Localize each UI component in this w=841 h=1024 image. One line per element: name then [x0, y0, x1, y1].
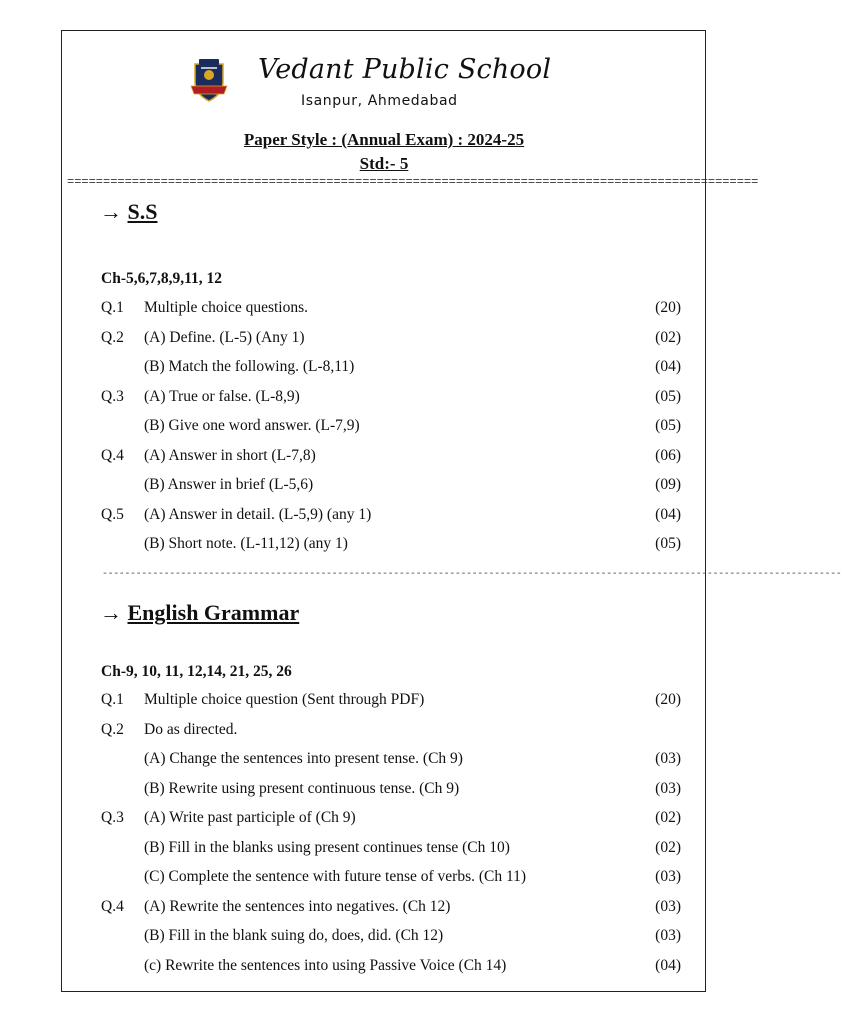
question-row — [0, 927, 768, 949]
standard-label: Std:- 5 — [359, 154, 409, 173]
arrow-icon: → — [100, 199, 122, 224]
question-text: (A) Define. (L-5) (Any 1) — [144, 328, 305, 346]
question-text: (B) Short note. (L-11,12) (any 1) — [144, 535, 348, 552]
question-marks: (02) — [655, 328, 681, 346]
question-row — [0, 506, 768, 528]
question-marks: (03) — [655, 897, 681, 915]
question-row — [0, 417, 768, 439]
question-text: (B) Rewrite using present continuous tense. (Ch 9) — [144, 779, 460, 797]
section-title-english — [100, 600, 299, 626]
question-text: (A) Rewrite the sentences into negatives. (Ch 12) — [144, 897, 451, 915]
question-row — [0, 388, 768, 410]
question-marks: (09) — [655, 476, 681, 493]
section-divider: ------------------------------------------------------------------------------------------------------------------------------------ — [102, 569, 841, 580]
question-text: (c) Rewrite the sentences into using Passive Voice (Ch 14) — [144, 956, 507, 974]
question-text: Do as directed. — [144, 720, 238, 738]
question-number: Q.1 — [101, 691, 124, 708]
question-text: (A) Write past participle of (Ch 9) — [144, 809, 356, 826]
question-row — [0, 476, 768, 498]
question-text: (A) Answer in detail. (L-5,9) (any 1) — [144, 505, 372, 523]
question-marks: (04) — [655, 505, 681, 523]
question-marks: (02) — [655, 809, 681, 826]
question-marks: (05) — [655, 387, 681, 405]
question-text: (A) True or false. (L-8,9) — [144, 387, 300, 405]
question-number: Q.3 — [101, 809, 124, 826]
question-number: Q.2 — [101, 720, 124, 738]
question-text: (B) Answer in brief (L-5,6) — [144, 476, 314, 493]
question-marks: (04) — [655, 956, 681, 974]
question-row — [0, 299, 768, 321]
question-marks: (03) — [655, 750, 681, 767]
question-text: (A) Answer in short (L-7,8) — [144, 446, 316, 464]
question-marks: (02) — [655, 838, 681, 856]
question-row — [0, 898, 768, 920]
question-row — [0, 809, 768, 831]
school-location: Isanpur, Ahmedabad — [301, 93, 458, 109]
question-text: Multiple choice question (Sent through PDF) — [144, 691, 425, 708]
question-number: Q.4 — [101, 446, 124, 464]
header-separator: ================================================================================================ — [67, 175, 759, 189]
question-marks: (05) — [655, 535, 681, 552]
question-number: Q.2 — [101, 328, 124, 346]
question-marks: (04) — [655, 358, 681, 375]
question-marks: (20) — [655, 691, 681, 708]
question-row — [0, 957, 768, 979]
question-marks: (20) — [655, 299, 681, 316]
question-text: (B) Give one word answer. (L-7,9) — [144, 417, 360, 434]
question-row — [0, 691, 768, 713]
question-text: (B) Match the following. (L-8,11) — [144, 358, 355, 375]
school-logo-icon — [189, 56, 229, 104]
question-marks: (06) — [655, 446, 681, 464]
question-marks: (05) — [655, 417, 681, 434]
school-name: Vedant Public School — [258, 54, 552, 85]
question-text: (B) Fill in the blanks using present continues tense (Ch 10) — [144, 838, 510, 856]
question-row — [0, 329, 768, 351]
chapters-english: Ch-9, 10, 11, 12,14, 21, 25, 26 — [101, 663, 292, 680]
question-text: Multiple choice questions. — [144, 299, 309, 316]
question-marks: (03) — [655, 868, 681, 885]
question-text: (A) Change the sentences into present tense. (Ch 9) — [144, 750, 463, 767]
question-marks: (03) — [655, 927, 681, 944]
paper-style-title: Paper Style : (Annual Exam) : 2024-25 — [243, 130, 525, 149]
question-row — [0, 750, 768, 772]
section-title-ss — [100, 199, 157, 225]
arrow-icon: → — [100, 600, 122, 625]
question-row — [0, 358, 768, 380]
question-row — [0, 780, 768, 802]
question-row — [0, 447, 768, 469]
question-number: Q.3 — [101, 387, 124, 405]
question-row — [0, 839, 768, 861]
question-text: (C) Complete the sentence with future tense of verbs. (Ch 11) — [144, 868, 527, 885]
section-title-text: English Grammar — [127, 600, 300, 625]
chapters-ss: Ch-5,6,7,8,9,11, 12 — [101, 270, 222, 287]
question-number: Q.5 — [101, 505, 124, 523]
question-row — [0, 535, 768, 557]
section-title-text: S.S — [127, 199, 158, 224]
question-text: (B) Fill in the blank suing do, does, did. (Ch 12) — [144, 927, 444, 944]
question-row — [0, 868, 768, 890]
question-row — [0, 721, 768, 743]
question-marks: (03) — [655, 779, 681, 797]
question-number: Q.1 — [101, 299, 124, 316]
question-number: Q.4 — [101, 897, 124, 915]
